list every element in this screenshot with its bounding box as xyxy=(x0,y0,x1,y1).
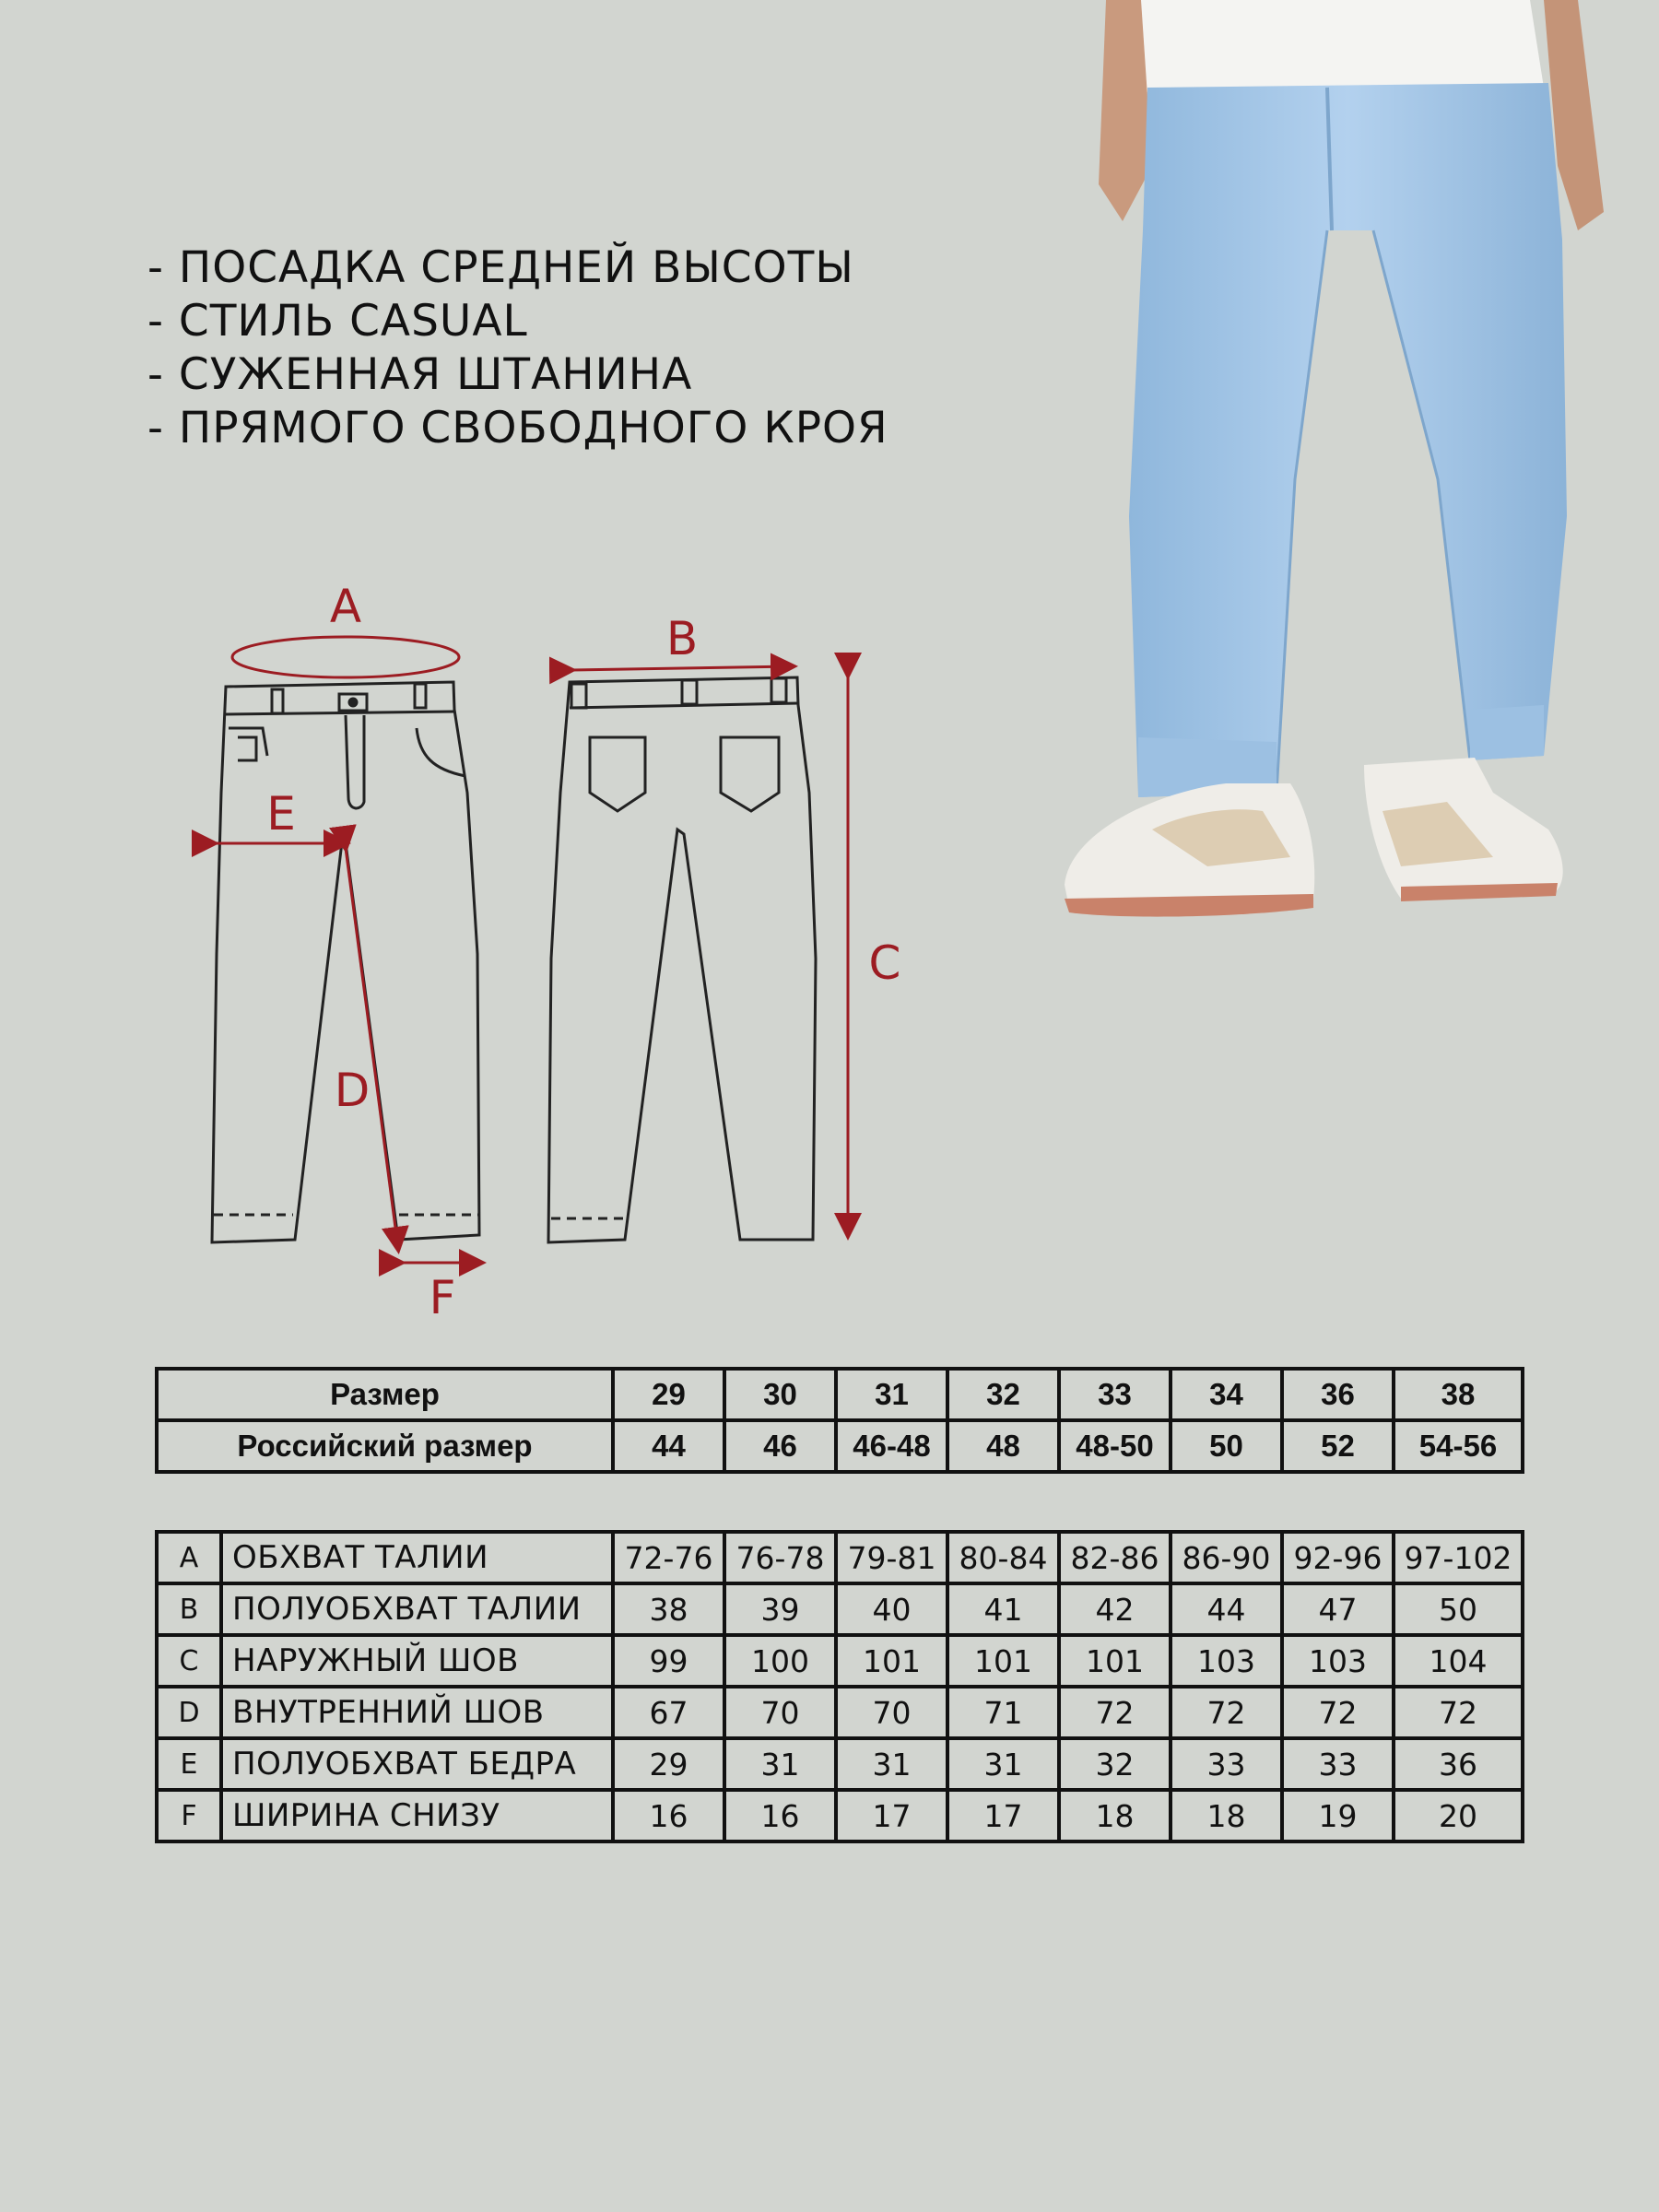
table-cell: 76-78 xyxy=(724,1532,836,1583)
table-cell: 16 xyxy=(613,1790,724,1841)
label-d: D xyxy=(334,1064,371,1117)
front-view-drawing xyxy=(212,682,479,1242)
measure-code: F xyxy=(157,1790,221,1841)
table-cell: 32 xyxy=(1059,1738,1171,1790)
table-cell: 71 xyxy=(947,1687,1059,1738)
table-cell: 101 xyxy=(836,1635,947,1687)
table-cell: 101 xyxy=(947,1635,1059,1687)
measure-name: ПОЛУОБХВАТ БЕДРА xyxy=(221,1738,613,1790)
measure-name: ШИРИНА СНИЗУ xyxy=(221,1790,613,1841)
table-cell: 103 xyxy=(1282,1635,1394,1687)
size-table xyxy=(155,1367,1524,1474)
table-cell: 82-86 xyxy=(1059,1532,1171,1583)
measure-name: ОБХВАТ ТАЛИИ xyxy=(221,1532,613,1583)
table-cell: 39 xyxy=(724,1583,836,1635)
table-cell: 72-76 xyxy=(613,1532,724,1583)
table-cell: 101 xyxy=(1059,1635,1171,1687)
label-e: E xyxy=(266,787,296,841)
size-label: Размер xyxy=(157,1369,613,1420)
table-cell: 104 xyxy=(1394,1635,1523,1687)
table-row xyxy=(157,1738,1523,1790)
measure-name: НАРУЖНЫЙ ШОВ xyxy=(221,1635,613,1687)
table-cell: 38 xyxy=(1394,1369,1523,1420)
table-cell: 33 xyxy=(1171,1738,1282,1790)
table-cell: 44 xyxy=(1171,1583,1282,1635)
measure-code: B xyxy=(157,1583,221,1635)
table-cell: 79-81 xyxy=(836,1532,947,1583)
inner-seam-marker xyxy=(346,848,398,1249)
table-cell: 29 xyxy=(613,1738,724,1790)
table-cell: 36 xyxy=(1282,1369,1394,1420)
table-cell: 103 xyxy=(1171,1635,1282,1687)
table-row xyxy=(157,1687,1523,1738)
label-c: C xyxy=(868,936,901,990)
table-cell: 72 xyxy=(1394,1687,1523,1738)
table-cell: 32 xyxy=(947,1369,1059,1420)
table-cell: 38 xyxy=(613,1583,724,1635)
table-row xyxy=(157,1532,1523,1583)
table-cell: 47 xyxy=(1282,1583,1394,1635)
table-cell: 16 xyxy=(724,1790,836,1841)
table-cell: 41 xyxy=(947,1583,1059,1635)
table-cell: 20 xyxy=(1394,1790,1523,1841)
table-cell: 67 xyxy=(613,1687,724,1738)
feature-item: - ПРЯМОГО СВОБОДНОГО КРОЯ xyxy=(147,403,888,453)
table-row xyxy=(157,1790,1523,1841)
table-cell: 18 xyxy=(1059,1790,1171,1841)
table-cell: 31 xyxy=(836,1738,947,1790)
table-cell: 17 xyxy=(836,1790,947,1841)
measure-code: D xyxy=(157,1687,221,1738)
label-a: A xyxy=(329,580,362,633)
table-cell: 34 xyxy=(1171,1369,1282,1420)
label-b: B xyxy=(665,612,699,665)
table-cell: 100 xyxy=(724,1635,836,1687)
russian-size-label: Российский размер xyxy=(157,1420,613,1472)
table-cell: 86-90 xyxy=(1171,1532,1282,1583)
table-cell: 40 xyxy=(836,1583,947,1635)
table-cell: 54-56 xyxy=(1394,1420,1523,1472)
table-cell: 31 xyxy=(947,1738,1059,1790)
table-cell: 33 xyxy=(1059,1369,1171,1420)
table-cell: 80-84 xyxy=(947,1532,1059,1583)
table-cell: 72 xyxy=(1171,1687,1282,1738)
half-waist-marker xyxy=(571,666,793,670)
table-cell: 44 xyxy=(613,1420,724,1472)
table-cell: 29 xyxy=(613,1369,724,1420)
table-row xyxy=(157,1369,1523,1420)
feature-item: - ПОСАДКА СРЕДНЕЙ ВЫСОТЫ xyxy=(147,242,854,293)
back-view-drawing xyxy=(548,677,816,1242)
table-cell: 36 xyxy=(1394,1738,1523,1790)
feature-item: - СУЖЕННАЯ ШТАНИНА xyxy=(147,349,693,400)
table-cell: 19 xyxy=(1282,1790,1394,1841)
measure-name: ВНУТРЕННИЙ ШОВ xyxy=(221,1687,613,1738)
table-cell: 17 xyxy=(947,1790,1059,1841)
measurements-table xyxy=(155,1530,1524,1843)
measure-code: A xyxy=(157,1532,221,1583)
table-cell: 70 xyxy=(724,1687,836,1738)
table-cell: 50 xyxy=(1394,1583,1523,1635)
measure-name: ПОЛУОБХВАТ ТАЛИИ xyxy=(221,1583,613,1635)
table-cell: 92-96 xyxy=(1282,1532,1394,1583)
table-row xyxy=(157,1583,1523,1635)
table-cell: 18 xyxy=(1171,1790,1282,1841)
table-cell: 30 xyxy=(724,1369,836,1420)
measure-code: C xyxy=(157,1635,221,1687)
table-cell: 48 xyxy=(947,1420,1059,1472)
table-row xyxy=(157,1635,1523,1687)
feature-item: - СТИЛЬ CASUAL xyxy=(147,296,528,347)
table-cell: 97-102 xyxy=(1394,1532,1523,1583)
table-cell: 72 xyxy=(1059,1687,1171,1738)
table-row xyxy=(157,1420,1523,1472)
table-cell: 33 xyxy=(1282,1738,1394,1790)
table-cell: 46 xyxy=(724,1420,836,1472)
table-cell: 72 xyxy=(1282,1687,1394,1738)
waist-circumference-marker xyxy=(232,637,459,677)
table-cell: 70 xyxy=(836,1687,947,1738)
table-cell: 31 xyxy=(724,1738,836,1790)
label-f: F xyxy=(429,1271,456,1324)
measure-code: E xyxy=(157,1738,221,1790)
table-cell: 31 xyxy=(836,1369,947,1420)
table-cell: 50 xyxy=(1171,1420,1282,1472)
table-cell: 46-48 xyxy=(836,1420,947,1472)
table-cell: 48-50 xyxy=(1059,1420,1171,1472)
table-cell: 42 xyxy=(1059,1583,1171,1635)
table-cell: 99 xyxy=(613,1635,724,1687)
table-cell: 52 xyxy=(1282,1420,1394,1472)
